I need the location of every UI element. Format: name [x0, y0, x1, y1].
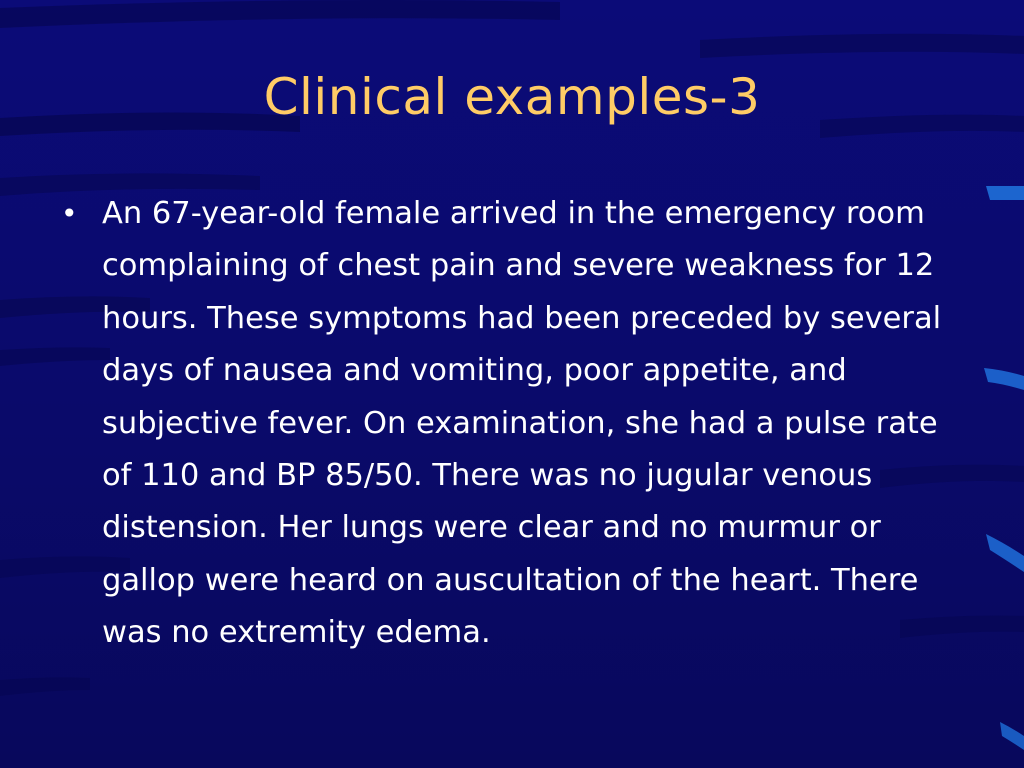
bullet-item [58, 188, 968, 660]
slide-title: Clinical examples-3 [263, 68, 761, 126]
bullet-list [58, 188, 968, 660]
bullet-text: An 67-year-old female arrived in the emergency room complaining of chest pain and severe weakness for 12 hours. These symptoms had been preceded by several days of nausea and vomiting, poor appetite, and subjective fever. On examination, she had a pulse rate of 110 and BP 85/50. There was no jugular venous distension. Her lungs were clear and no murmur or gallop were heard on auscultation of the heart. There was no extremity edema. [102, 196, 942, 651]
bullet-icon: • [61, 197, 78, 230]
